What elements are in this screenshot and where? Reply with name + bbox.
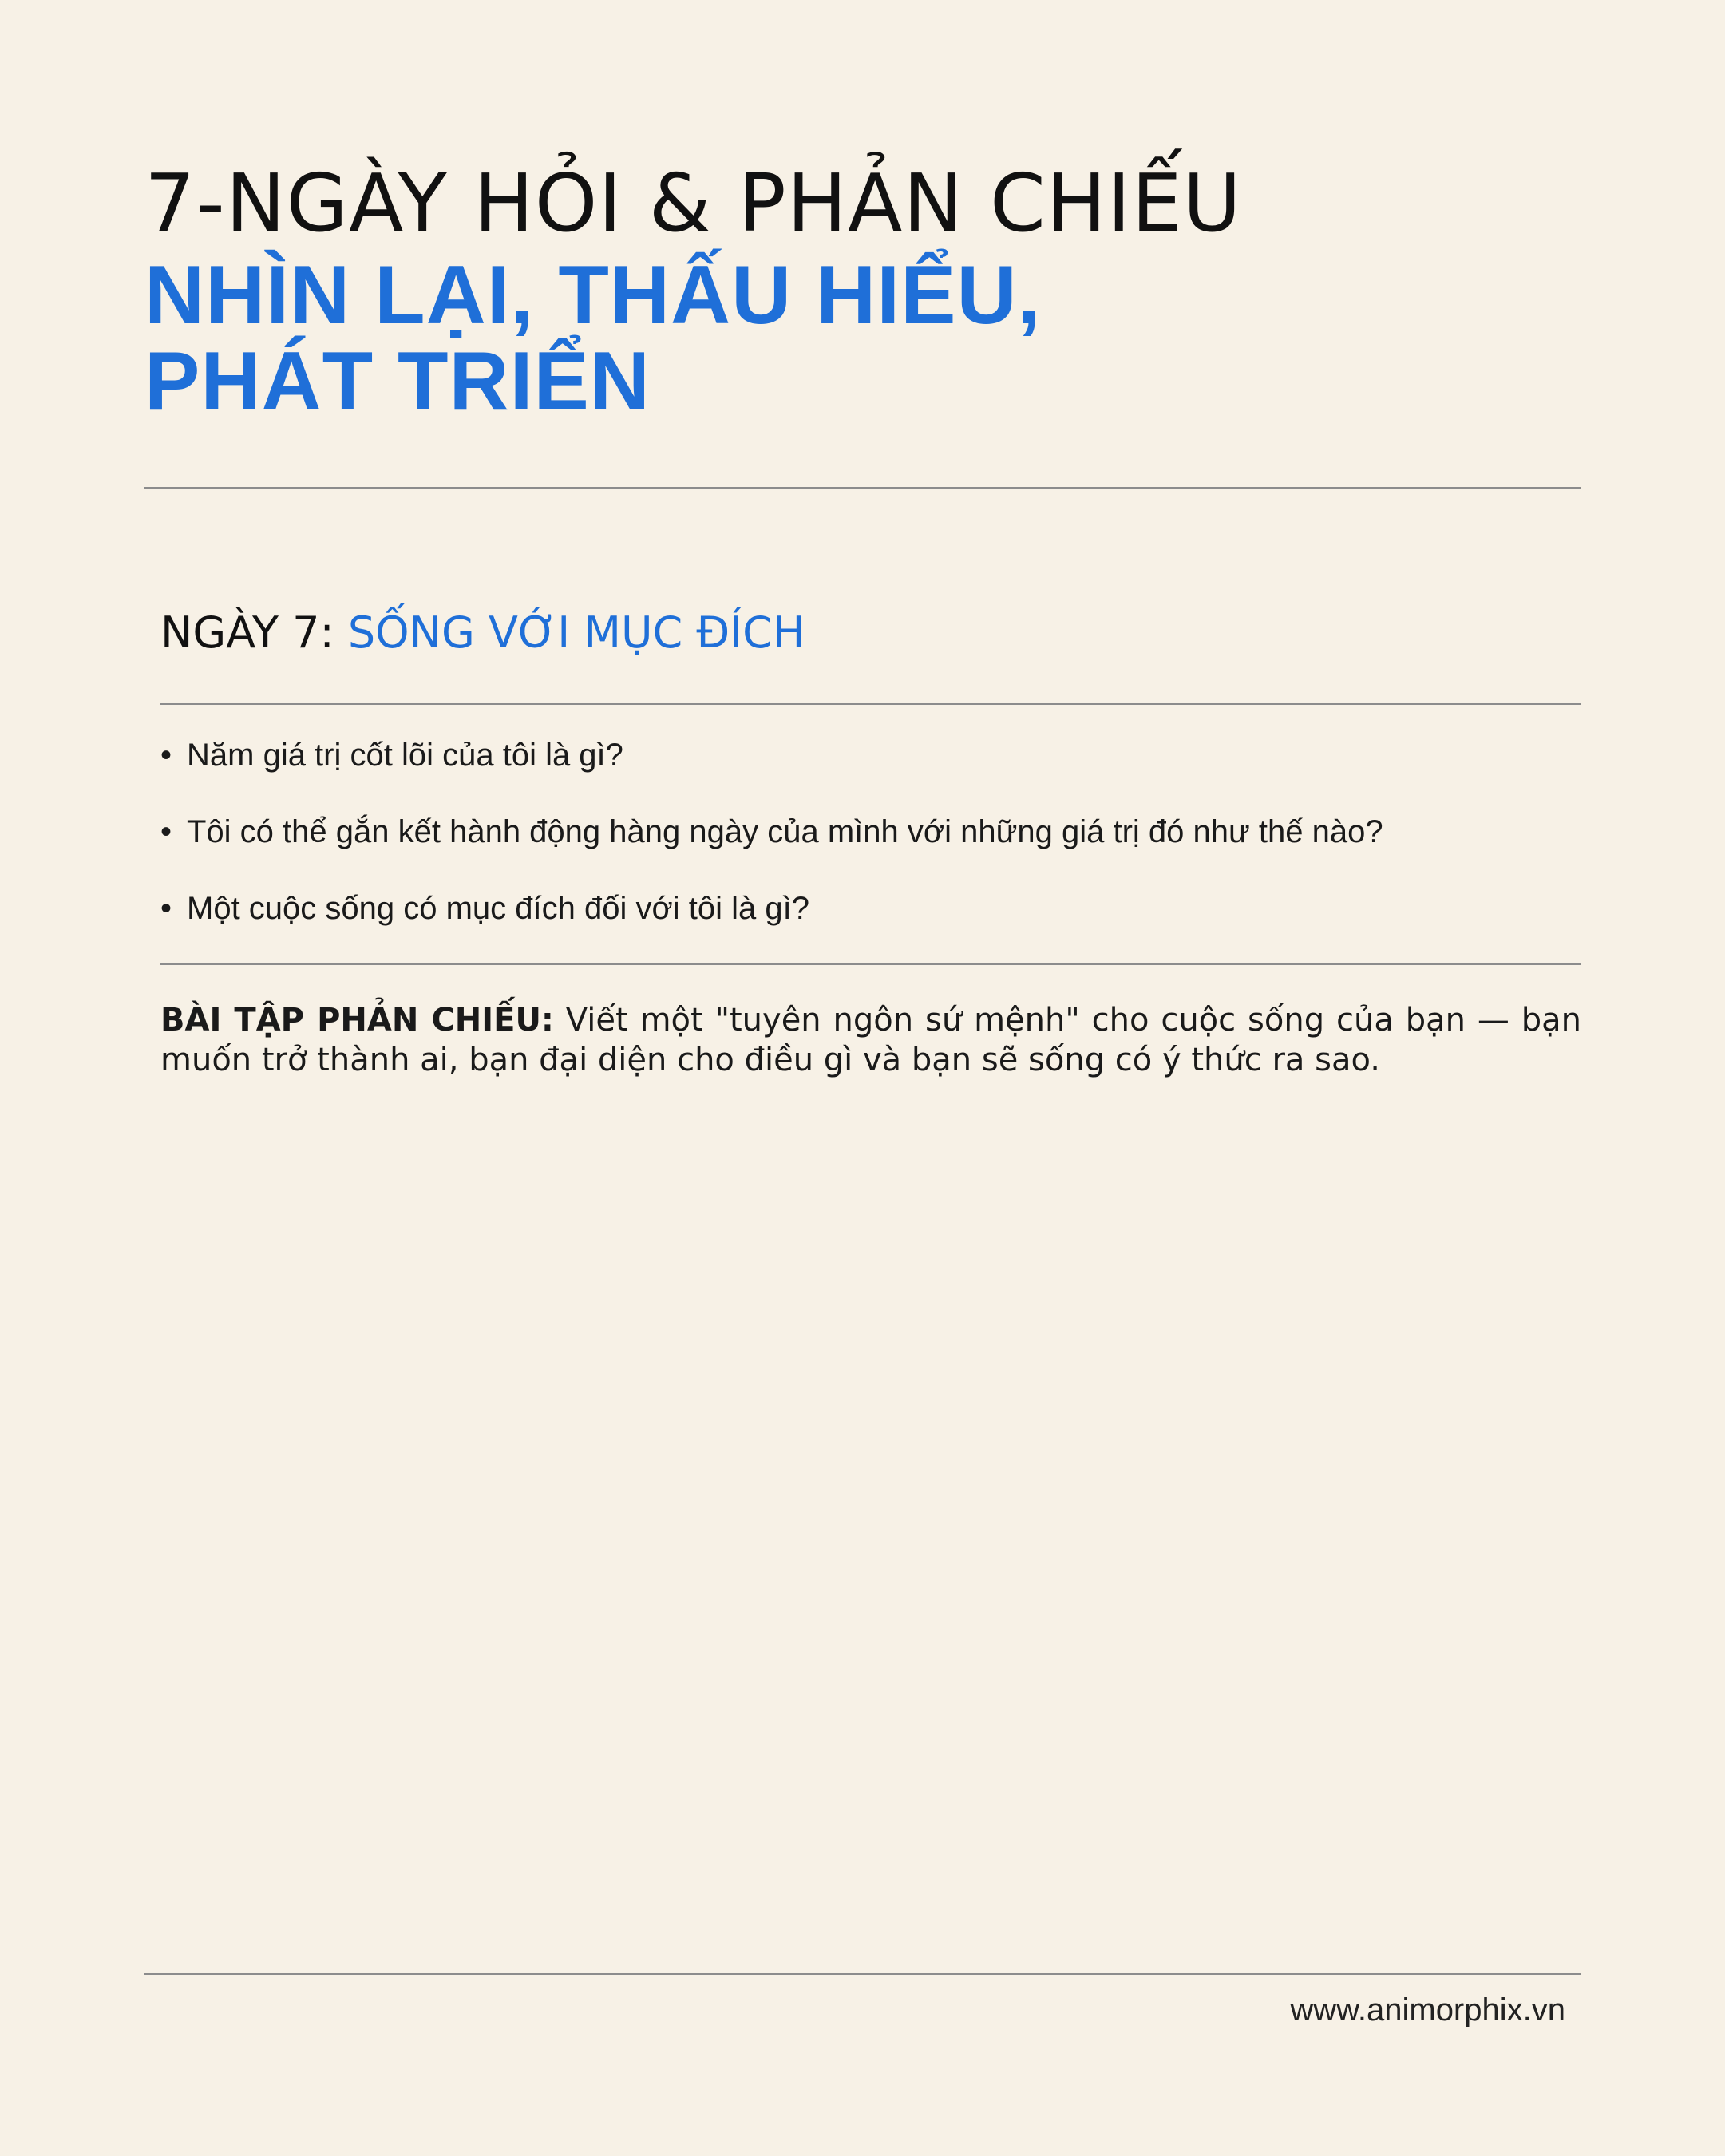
exercise-label: BÀI TẬP PHẢN CHIẾU: [160,1002,554,1038]
day-divider [160,703,1581,705]
page-title: 7-NGÀY HỎI & PHẢN CHIẾU [144,156,1242,250]
questions-divider [160,963,1581,965]
reflection-exercise [160,1000,1581,1080]
page-subtitle-line-2: PHÁT TRIỂN [144,335,651,428]
bullet-icon: • [160,814,172,849]
website-link[interactable]: www.animorphix.vn [1290,1992,1565,2027]
question-item [160,809,1383,854]
footer-divider [144,1973,1581,1975]
question-item [160,733,1383,777]
header-divider [144,487,1581,489]
question-text: Một cuộc sống có mục đích đối với tôi là gì? [187,891,809,926]
question-list [160,733,1383,963]
exercise-text: Viết một "tuyên ngôn sứ mệnh" cho cuộc sống của bạn — bạn muốn trở thành ai, bạn đại diện cho điều gì và bạn sẽ sống có ý thức ra sao. [160,1002,1581,1078]
page-subtitle-line-1: NHÌN LẠI, THẤU HIỂU, [144,249,1042,342]
day-topic: SỐNG VỚI MỤC ĐÍCH [347,607,805,658]
bullet-icon: • [160,738,172,773]
question-item [160,886,1383,931]
day-heading [160,607,805,658]
question-text: Tôi có thể gắn kết hành động hàng ngày của mình với những giá trị đó như thế nào? [187,814,1383,849]
day-label: NGÀY 7: [160,607,348,658]
bullet-icon: • [160,891,172,926]
question-text: Năm giá trị cốt lõi của tôi là gì? [187,738,623,773]
